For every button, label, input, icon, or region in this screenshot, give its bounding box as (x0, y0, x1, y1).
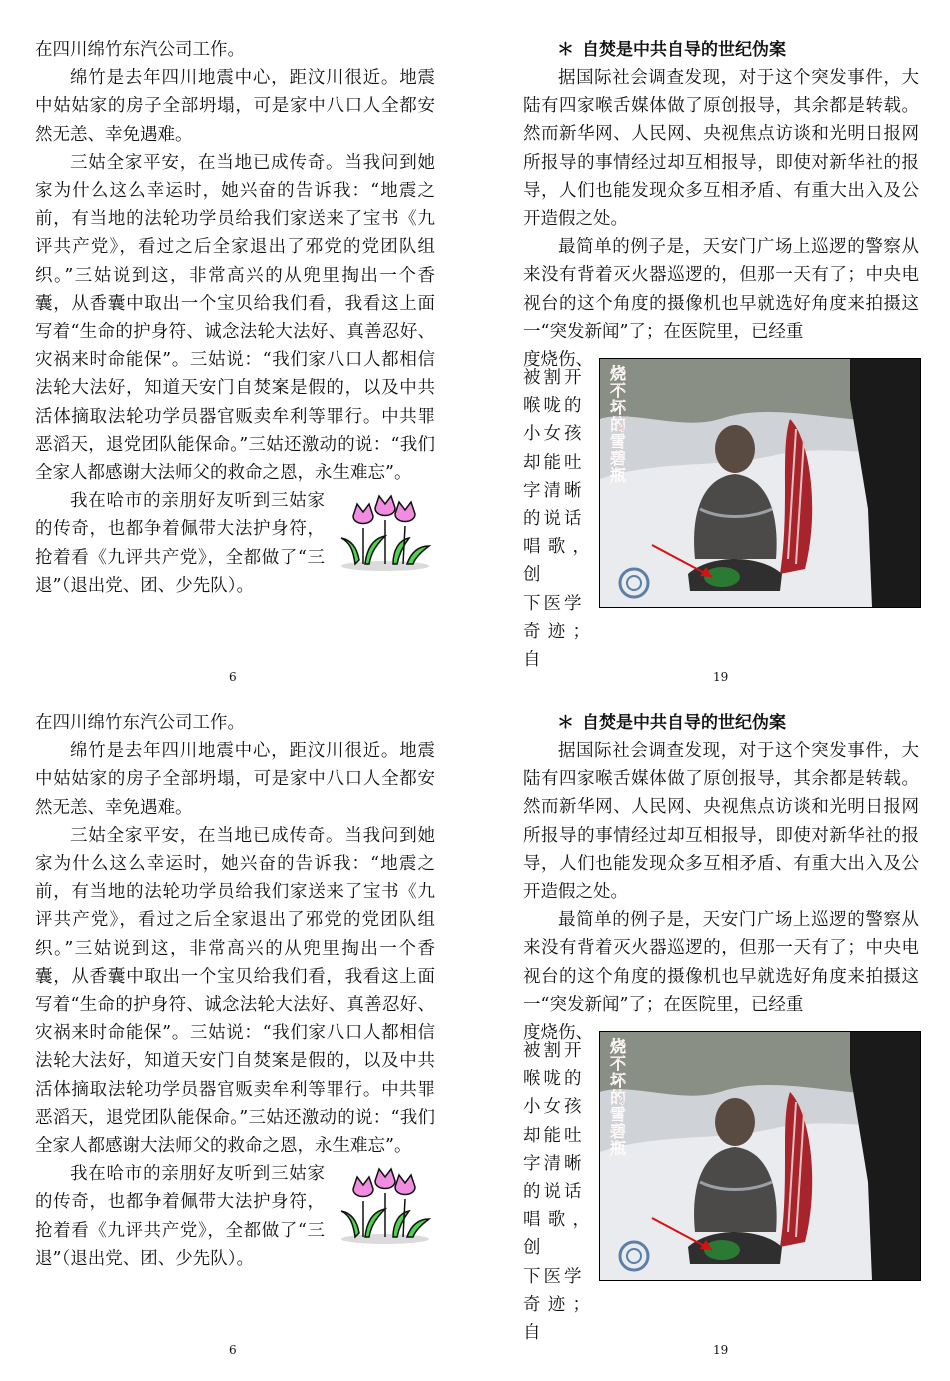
right-page (523, 709, 919, 1357)
narrow-line: 的说话 (523, 509, 585, 530)
narrow-line: 小女孩 (523, 424, 585, 445)
left-para3: 我在哈市的亲朋好友听到三姑家的传奇，也都争着佩带大法护身符，抢着看《九评共产党》，全都做了“三退”（退出党、团、少先队）。 (35, 491, 325, 596)
tulip-flowers-icon (335, 1167, 433, 1247)
narrow-line: 下医学 (523, 593, 585, 614)
narrow-line: 奇迹；自 (523, 621, 593, 671)
narrow-line: 字清晰 (523, 480, 585, 501)
news-photo (599, 358, 921, 608)
sheet-bottom (0, 709, 950, 1381)
left-line1: 在四川绵竹东汽公司工作。 (35, 713, 245, 733)
left-para3: 我在哈市的亲朋好友听到三姑家的传奇，也都争着佩带大法护身符，抢着看《九评共产党》，全都做了“三退”（退出党、团、少先队）。 (35, 1164, 325, 1269)
narrow-line: 喉咙的 (523, 396, 585, 417)
left-page (35, 709, 435, 1357)
right-para1: 据国际社会调查发现，对于这个突发事件，大陆有四家喉舌媒体做了原创报导，其余都是转载。然而新华网、人民网、央视焦点访谈和光明日报网所报导的事情经过却互相报导，即使对新华社的报导，人们也能发现众多互相矛盾、有重大出入及公开造假之处。 (523, 68, 919, 230)
left-para2: 三姑全家平安，在当地已成传奇。当我问到她家为什么这么幸运时，她兴奋的告诉我：“地震之前，有当地的法轮功学员给我们家送来了宝书《九评共产党》，看过之后全家退出了邪党的党团队组织。”三姑说到这，非常高兴的从兜里掏出一个香囊，从香囊中取出一个宝贝给我们看，我看这上面写着“生命的护身符、诚念法轮大法好、真善忍好、灾祸来时命能保”。三姑说：“我们家八口人都相信法轮大法好，知道天安门自焚案是假的，以及中共活体摘取法轮功学员器官贩卖牟利等罪行。中共罪恶滔天，退党团队能保命。”三姑还激动的说：“我们全家人都感谢大法师父的救命之恩，永生难忘”。 (35, 825, 435, 1157)
narrow-line: 被割开 (523, 368, 585, 388)
narrow-line: 下医学 (523, 1266, 585, 1287)
article-title-text: 自焚是中共自导的世纪伪案 (582, 40, 786, 60)
news-photo (599, 1031, 921, 1281)
left-para1: 绵竹是去年四川地震中心，距汶川很近。地震中姑姑家的房子全部坍塌，可是家中八口人全都安然无恙、幸免遇难。 (35, 741, 435, 818)
right-para1: 据国际社会调查发现，对于这个突发事件，大陆有四家喉舌媒体做了原创报导，其余都是转载。然而新华网、人民网、央视焦点访谈和光明日报网所报导的事情经过却互相报导，即使对新华社的报导，人们也能发现众多互相矛盾、有重大出入及公开造假之处。 (523, 741, 919, 903)
right-para2: 最简单的例子是，天安门广场上巡逻的警察从来没有背着灭火器巡逻的，但那一天有了；中央电视台的这个角度的摄像机也早就选好角度来拍摄这一“突发新闻”了；在医院里，已经重 (523, 910, 919, 1015)
title-bullet: ＊ (557, 713, 574, 733)
left-page-number: 6 (229, 670, 237, 684)
article-title (557, 36, 919, 64)
tulip-flowers-icon (335, 494, 433, 574)
right-para2-tail: 度烧伤、 (523, 350, 593, 371)
narrow-line: 奇迹；自 (523, 1294, 593, 1344)
right-page-number: 19 (713, 1343, 729, 1357)
right-para2: 最简单的例子是，天安门广场上巡逻的警察从来没有背着灭火器巡逻的，但那一天有了；中央电视台的这个角度的摄像机也早就选好角度来拍摄这一“突发新闻”了；在医院里，已经重 (523, 237, 919, 342)
narrow-line: 的说话 (523, 1182, 585, 1203)
left-page-number: 6 (229, 1343, 237, 1357)
article-title-text: 自焚是中共自导的世纪伪案 (582, 713, 786, 733)
narrow-line: 唱歌，创 (523, 537, 593, 586)
sheet-top (0, 36, 950, 708)
narrow-line: 唱歌，创 (523, 1210, 593, 1259)
photo-caption: 烧不坏的雪碧瓶 (609, 364, 626, 485)
left-para1: 绵竹是去年四川地震中心，距汶川很近。地震中姑姑家的房子全部坍塌，可是家中八口人全都安然无恙、幸免遇难。 (35, 68, 435, 145)
left-line1: 在四川绵竹东汽公司工作。 (35, 40, 245, 60)
narrow-line: 被割开 (523, 1041, 585, 1061)
narrow-line: 却能吐 (523, 452, 585, 473)
narrow-line: 字清晰 (523, 1153, 585, 1174)
narrow-text-column (523, 364, 593, 674)
narrow-text-column (523, 1037, 593, 1347)
narrow-line: 喉咙的 (523, 1069, 585, 1090)
narrow-line: 却能吐 (523, 1125, 585, 1146)
right-para2-tail: 度烧伤、 (523, 1023, 593, 1044)
narrow-line: 小女孩 (523, 1097, 585, 1118)
article-title (557, 709, 919, 737)
right-page (523, 36, 919, 684)
right-page-number: 19 (713, 670, 729, 684)
photo-caption: 烧不坏的雪碧瓶 (609, 1037, 626, 1158)
left-page (35, 36, 435, 684)
left-para2: 三姑全家平安，在当地已成传奇。当我问到她家为什么这么幸运时，她兴奋的告诉我：“地震之前，有当地的法轮功学员给我们家送来了宝书《九评共产党》，看过之后全家退出了邪党的党团队组织。”三姑说到这，非常高兴的从兜里掏出一个香囊，从香囊中取出一个宝贝给我们看，我看这上面写着“生命的护身符、诚念法轮大法好、真善忍好、灾祸来时命能保”。三姑说：“我们家八口人都相信法轮大法好，知道天安门自焚案是假的，以及中共活体摘取法轮功学员器官贩卖牟利等罪行。中共罪恶滔天，退党团队能保命。”三姑还激动的说：“我们全家人都感谢大法师父的救命之恩，永生难忘”。 (35, 152, 435, 484)
title-bullet: ＊ (557, 40, 574, 60)
